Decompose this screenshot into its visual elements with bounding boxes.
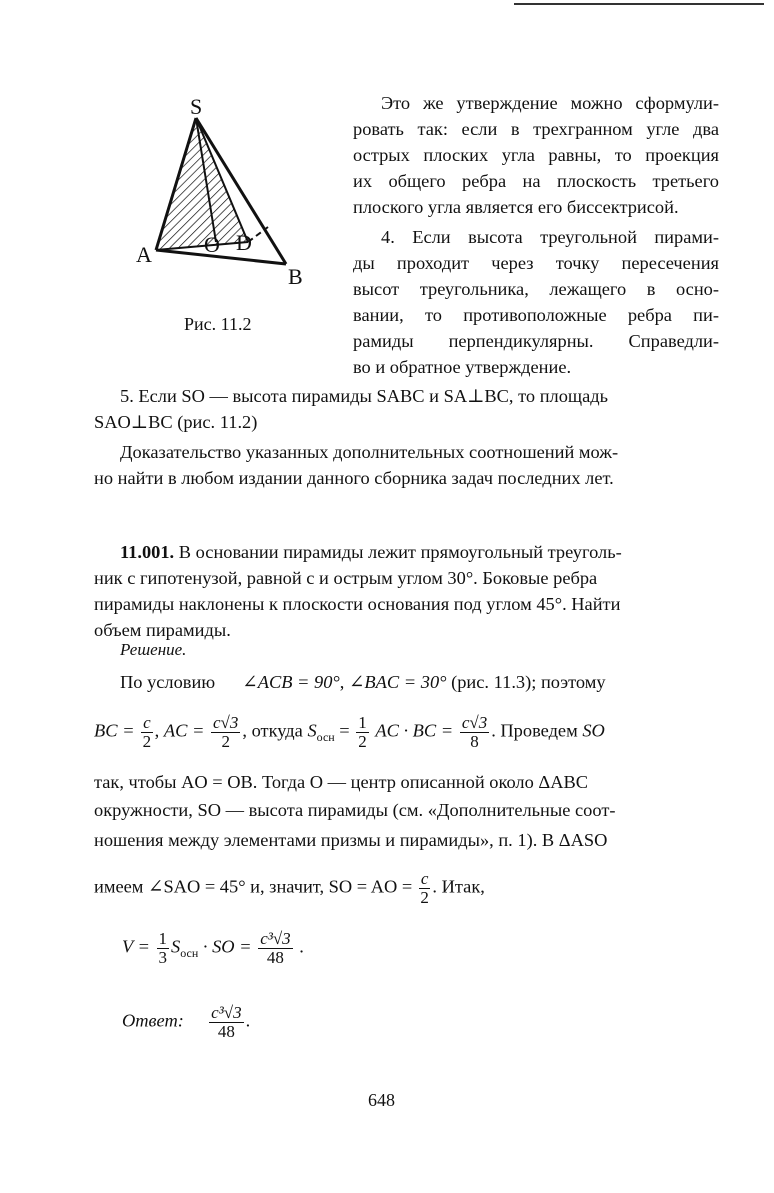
text: =	[339, 720, 350, 741]
problem-text: В основании пирамиды лежит прямоугольный треуголь-	[174, 542, 622, 562]
solution-line-4: окружности, SO — высота пирамиды (см. «Дополнительные соот-	[94, 800, 616, 820]
note-line-2: но найти в любом издании данного сборника задач последних лет.	[94, 468, 614, 488]
problem-line-3: пирамиды наклонены к плоскости основания под углом 45°. Найти	[94, 594, 621, 614]
fraction-c-2: $\frac{c}{2}$	[142, 713, 152, 751]
text: откуда	[251, 720, 303, 741]
page-number: 648	[368, 1090, 395, 1110]
label-b: B	[288, 264, 303, 289]
ac-eq: AC =	[163, 720, 205, 741]
text: ,	[339, 672, 349, 692]
text: По условию	[120, 672, 216, 692]
solution-label: Решение.	[120, 640, 187, 659]
angle-acb: ∠ACB = 90°	[242, 672, 340, 692]
s-base: S	[171, 936, 181, 957]
text-line: Это же утверждение можно сформули-	[381, 93, 719, 113]
solution-line-2: BC = $\frac{c}{2}$ , AC = $\frac{c√3}{2}$ , откуда $S_{осн}$ = $\frac{1}{2}$ AC · BC = $\frac{c√3}{8}$ . Проведем SO	[94, 713, 605, 751]
ac-bc: AC · BC =	[375, 720, 454, 741]
answer	[122, 1004, 250, 1041]
solution-line-5: ношения между элементами призмы и пирамиды», п. 1). В ΔASO	[94, 830, 608, 850]
edge-ab	[156, 250, 286, 264]
intro-paragraph	[353, 90, 719, 220]
text: (рис. 11.3); поэтому	[446, 672, 606, 692]
fraction-result: $\frac{\text{c³√3}}{48}$	[260, 929, 291, 967]
angle-bac: ∠BAC = 30°	[349, 672, 447, 692]
text-line: высот треугольника, лежащего в осно-	[353, 279, 719, 299]
so: SO	[582, 720, 605, 741]
label-o: O	[204, 232, 220, 257]
note-line-1: Доказательство указанных дополнительных соотношений мож-	[120, 442, 619, 462]
volume-formula	[122, 930, 304, 967]
so-eq: · SO =	[202, 936, 252, 957]
text-line: рамиды перпендикулярны. Справедли-	[353, 331, 719, 351]
text-line: их общего ребра на плоскость третьего	[353, 171, 719, 191]
subscript: осн	[316, 730, 335, 745]
fraction-c-2: $\frac{c}{2}$	[420, 869, 429, 907]
fraction-1-3: $\frac{1}{3}$	[158, 929, 168, 967]
label-a: A	[136, 242, 152, 267]
text-line: 4. Если высота треугольной пирами-	[381, 227, 719, 247]
problem-line-1	[120, 542, 622, 563]
text: . Итак,	[432, 876, 485, 897]
text: .	[245, 1010, 251, 1031]
text-line: плоского угла является его биссектрисой.	[353, 197, 679, 217]
hatched-face	[156, 118, 248, 250]
label-d: D	[236, 230, 252, 255]
fraction-answer: $\frac{\text{c³√3}}{48}$	[211, 1003, 242, 1041]
v-eq: V =	[122, 936, 150, 957]
fraction-csqrt3-8: $\frac{c√3}{8}$	[461, 713, 488, 751]
text-line: ровать так: если в трехгранном угле два	[353, 119, 719, 139]
text: . Проведем	[491, 720, 578, 741]
solution-line-3: так, чтобы AO = OB. Тогда O — центр описанной около ΔABC	[94, 772, 589, 792]
text-line: острых плоских угла равны, то проекция	[353, 145, 719, 165]
answer-label: Ответ:	[122, 1010, 184, 1031]
problem-number: 11.001.	[120, 542, 175, 562]
s-base: S	[307, 720, 317, 741]
item-5-line-2: SAO⊥BC (рис. 11.2)	[94, 412, 258, 432]
fraction-1-2: $\frac{1}{2}$	[358, 713, 367, 751]
text-line: ды проходит через точку пересечения	[353, 253, 719, 273]
item-5-line-1: 5. Если SO — высота пирамиды SABC и SA⊥BC, то площадь	[120, 386, 608, 406]
item-4-paragraph	[353, 224, 719, 380]
solution-line-1	[120, 672, 606, 693]
fraction-csqrt3-2: $\frac{c√3}{2}$	[213, 713, 239, 751]
figure-caption: Рис. 11.2	[184, 314, 252, 334]
solution-line-6	[94, 870, 485, 907]
text-line: во и обратное утверждение.	[353, 357, 572, 377]
subscript: осн	[180, 946, 199, 961]
problem-line-4: объем пирамиды.	[94, 620, 231, 640]
problem-line-2: ник с гипотенузой, равной c и острым углом 30°. Боковые ребра	[94, 568, 598, 588]
bc-eq: BC =	[94, 720, 135, 741]
text: .	[299, 936, 304, 957]
header-rule	[514, 3, 764, 5]
label-s: S	[190, 94, 203, 119]
text-line: вании, то противоположные ребра пи-	[353, 305, 719, 325]
text: имеем ∠SAO = 45° и, значит, SO = AO =	[94, 876, 413, 897]
pyramid-figure	[130, 92, 330, 292]
